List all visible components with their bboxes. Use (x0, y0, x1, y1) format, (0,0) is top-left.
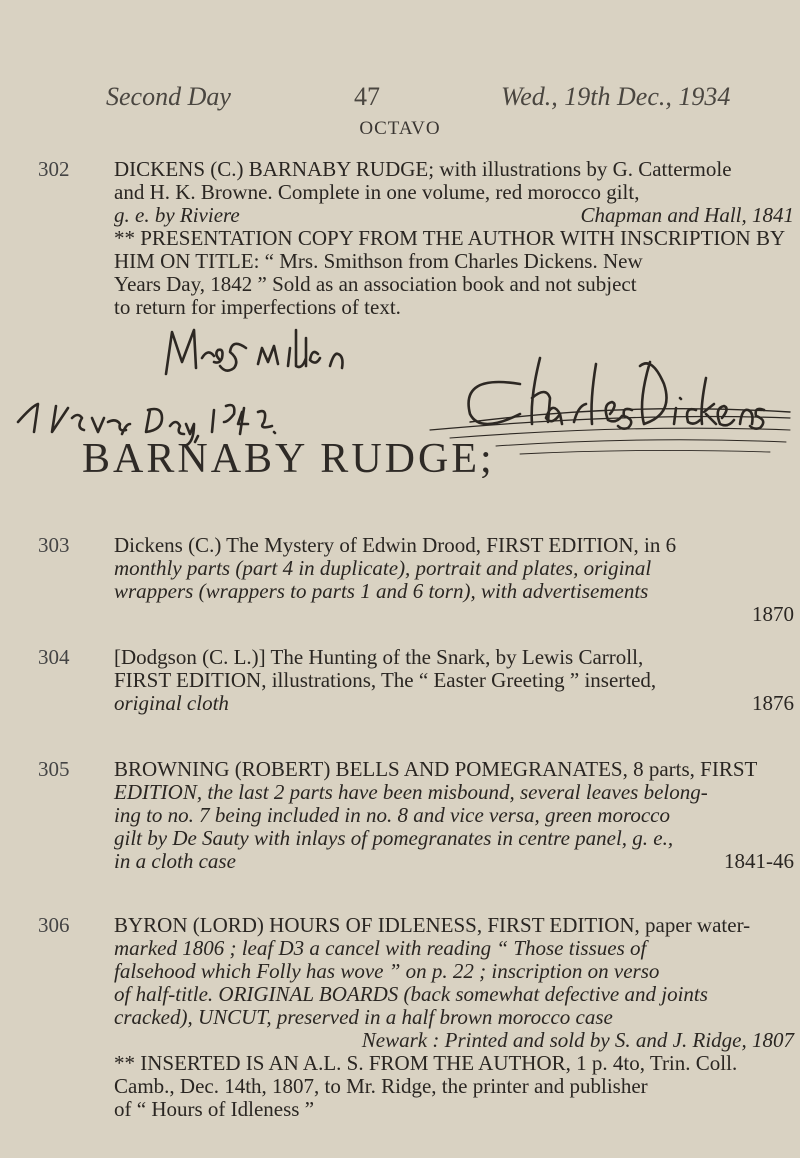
lot-line: monthly parts (part 4 in duplicate), portrait and plates, original (114, 556, 652, 580)
lot-line-with-imprint (114, 204, 794, 227)
lot-number: 303 (38, 533, 70, 557)
lot-line: ** PRESENTATION COPY FROM THE AUTHOR WITH INSCRIPTION BY (114, 226, 786, 250)
lot-line: Dickens (C.) The Mystery of Edwin Drood, FIRST EDITION, in 6 (114, 533, 677, 557)
lot-305 (38, 757, 794, 878)
lot-description (114, 534, 794, 626)
lot-line: ** INSERTED IS AN A.L. S. FROM THE AUTHOR, 1 p. 4to, Trin. Coll. (114, 1051, 738, 1075)
lot-description (114, 914, 794, 1121)
lot-date: 1870 (752, 602, 794, 626)
lot-line: of half-title. ORIGINAL BOARDS (back somewhat defective and joints (114, 982, 708, 1006)
lot-number: 302 (38, 157, 70, 181)
lot-line: cracked), UNCUT, preserved in a half brown morocco case (114, 1005, 613, 1029)
lot-line: DICKENS (C.) BARNABY RUDGE; with illustrations by G. Cattermole (114, 157, 732, 181)
lot-line-text: original cloth (114, 691, 229, 715)
lot-line: gilt by De Sauty with inlays of pomegranates in centre panel, g. e., (114, 826, 674, 850)
lot-line: BROWNING (ROBERT) BELLS AND POMEGRANATES, 8 parts, FIRST (114, 757, 758, 781)
binder-credit: g. e. by Riviere (114, 203, 240, 227)
lot-number: 304 (38, 645, 70, 669)
lot-303 (38, 533, 794, 626)
lot-line: wrappers (wrappers to parts 1 and 6 torn), with advertisements (114, 579, 649, 603)
lot-description (114, 646, 794, 715)
lot-description (114, 758, 794, 873)
lot-line: marked 1806 ; leaf D3 a cancel with reading “ Those tissues of (114, 936, 647, 960)
lot-line: FIRST EDITION, illustrations, The “ Easter Greeting ” inserted, (114, 668, 657, 692)
lot-line-date (114, 603, 794, 626)
lot-line-with-date (114, 850, 794, 873)
lot-imprint: Newark : Printed and sold by S. and J. Ridge, 1807 (361, 1028, 794, 1052)
lot-description (114, 158, 794, 319)
section-heading: OCTAVO (359, 118, 441, 139)
lot-line: to return for imperfections of text. (114, 295, 401, 319)
lot-date: 1841-46 (724, 849, 794, 873)
header-date: Wed., 19th Dec., 1934 (501, 82, 731, 111)
facsimile-printed-title: BARNABY RUDGE; (82, 436, 495, 478)
lot-306 (38, 913, 794, 1134)
lot-line: ing to no. 7 being included in no. 8 and vice versa, green morocco (114, 803, 670, 827)
handwritten-signature-image (0, 318, 800, 478)
lot-imprint: Chapman and Hall, 1841 (580, 203, 794, 227)
running-header (106, 82, 786, 112)
facsimile-inscription (0, 318, 800, 478)
lot-line: BYRON (LORD) HOURS OF IDLENESS, FIRST EDITION, paper water- (114, 913, 751, 937)
lot-line-text: in a cloth case (114, 849, 236, 873)
lot-line: EDITION, the last 2 parts have been misbound, several leaves belong- (114, 780, 708, 804)
lot-date: 1876 (752, 691, 794, 715)
lot-line: HIM ON TITLE: “ Mrs. Smithson from Charles Dickens. New (114, 249, 643, 273)
lot-line: and H. K. Browne. Complete in one volume, red morocco gilt, (114, 180, 640, 204)
lot-number: 306 (38, 913, 70, 937)
header-day: Second Day (106, 82, 231, 111)
header-page-number: 47 (354, 82, 380, 111)
lot-line: of “ Hours of Idleness ” (114, 1097, 315, 1121)
lot-line: falsehood which Folly has wove ” on p. 22 ; inscription on verso (114, 959, 660, 983)
lot-line: [Dodgson (C. L.)] The Hunting of the Snark, by Lewis Carroll, (114, 645, 644, 669)
lot-line: Years Day, 1842 ” Sold as an association book and not subject (114, 272, 637, 296)
lot-line-with-date (114, 692, 794, 715)
lot-304 (38, 645, 794, 718)
lot-number: 305 (38, 757, 70, 781)
lot-line: Camb., Dec. 14th, 1807, to Mr. Ridge, the printer and publisher (114, 1074, 648, 1098)
